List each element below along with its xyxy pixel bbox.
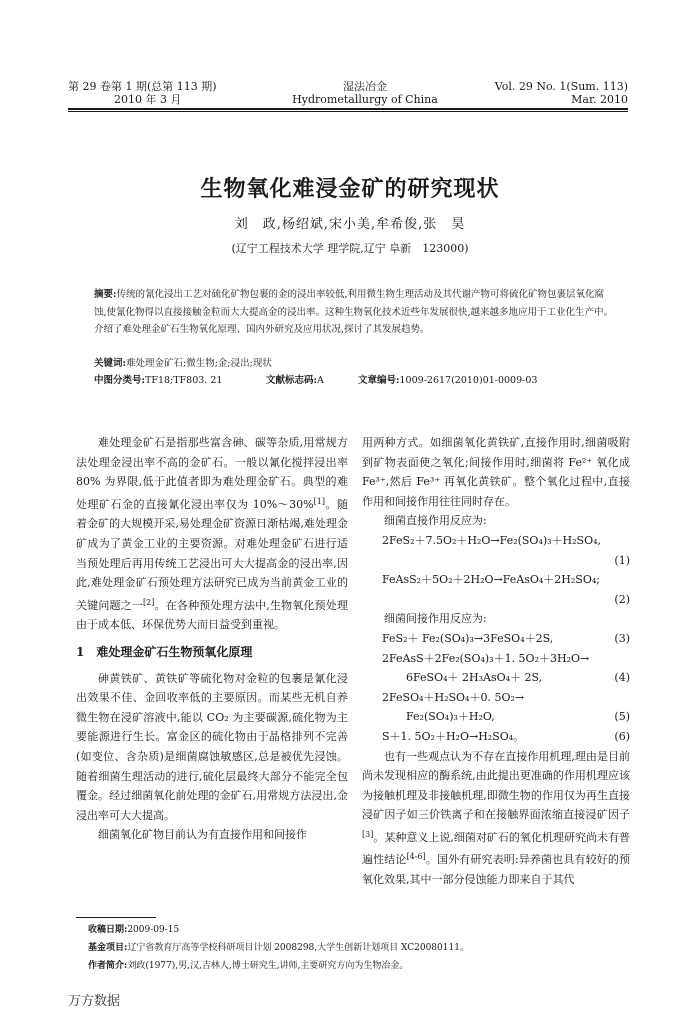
reaction-label: 细菌间接作用反应为:: [384, 612, 487, 626]
paragraph-text: 。随着金矿的大规模开采,易处理金矿资源日渐枯竭,难处理金矿成为了黄金工业的主要资源。对难处理金矿石进行适当预处理后再用传统工艺浸出可大大提高金的浸出率,因此,难处理金矿石预处理方法研究已成为当前黄金工业的关键问题之一: [76, 497, 348, 612]
reaction-label: 细菌直接作用反应为:: [384, 514, 487, 528]
paper-title: 生物氧化难浸金矿的研究现状: [200, 176, 500, 202]
equation-1: [362, 531, 630, 551]
footnote-text: 2009-09-15: [127, 925, 180, 935]
equation-number: (3): [614, 631, 630, 645]
equation-5: [362, 688, 630, 708]
doc-code: A: [317, 375, 324, 386]
paragraph: 细菌氧化矿物目前认为有直接作用和间接作: [98, 828, 307, 842]
footnote-label: 收稿日期:: [88, 925, 128, 935]
keywords-label: 关键词:: [94, 358, 127, 369]
footnote-rule: [76, 917, 156, 918]
equation-5-cont: [362, 707, 630, 727]
journal-issue-info-en: [495, 80, 628, 106]
journal-name-cn: 湿法冶金: [343, 80, 387, 93]
equation-2: [362, 570, 630, 590]
citation: [4-6]: [406, 852, 426, 862]
paragraph-text: 。在各种预处理方法中,生物氧化预处理由于成本低、环保优势大而日益受到重视。: [76, 598, 349, 632]
abstract: [94, 286, 614, 339]
abstract-text: 传统的氰化浸出工艺对硫化矿物包裹的金的浸出率较低,利用微生物生理活动及其代谢产物可将硫化矿物包裹层氧化腐蚀,使氰化物得以直接接触金粒而大大提高金的浸出率。这种生物氧化技术近些年发展很快,越来越多地应用于工业化生产中。介绍了难处理金矿石生物氧化原理、国内外研究及应用状况,探讨了其发展趋势。: [94, 289, 614, 335]
journal-date-en: Mar. 2010: [571, 93, 628, 106]
section-number: 1: [76, 644, 85, 659]
header-rule: [68, 108, 628, 110]
equation-text: Fe₂(SO₄)₃＋H₂O,: [406, 710, 495, 724]
equation-number: (5): [614, 710, 630, 724]
journal-name: [290, 80, 440, 106]
paragraph-text: 。国外有研究表明:异养菌也具有较好的预氧化效果,其中一部分侵蚀能力即来自于其代: [362, 853, 630, 887]
journal-volume: 第 29 卷第 1 期(总第 113 期): [68, 80, 217, 93]
equation-text: FeAsS₂＋5O₂＋2H₂O→FeAsO₄＋2H₂SO₄;: [382, 573, 600, 587]
equation-number: (6): [614, 729, 630, 743]
paragraph: [76, 433, 348, 635]
equation-text: FeS₂＋ Fe₂(SO₄)₃→3FeSO₄＋2S,: [382, 631, 554, 645]
equation-number: (1): [614, 553, 630, 567]
section-title: 难处理金矿石生物预氧化原理: [96, 644, 253, 659]
paragraph: 用两种方式。如细菌氧化黄铁矿,直接作用时,细菌吸附到矿物表面使之氧化;间接作用时,细菌将 Fe²⁺ 氧化成 Fe³⁺,然后 Fe³⁺ 再氧化黄铁矿。整个氧化过程中,直接作用和间接作用往往同时存在。: [362, 436, 630, 508]
abstract-label: 摘要:: [94, 289, 117, 300]
footnote-fund: [88, 939, 648, 957]
classification-line: [94, 373, 634, 389]
journal-issue-info: [68, 80, 217, 106]
equation-text: S＋1. 5O₂＋H₂O→H₂SO₄。: [382, 729, 525, 743]
equation-4: [362, 649, 630, 669]
equation-4-cont: [362, 668, 630, 688]
clc-code: TF18;TF803. 21: [145, 375, 223, 386]
equation-3: [362, 629, 630, 649]
footnote-text: 刘政(1977),男,汉,吉林人,博士研究生,讲师,主要研究方向为生物冶金。: [127, 961, 409, 971]
equation-number: (2): [614, 592, 630, 606]
paragraph: 砷黄铁矿、黄铁矿等硫化物对金粒的包裹是氰化浸出效果不佳、金回收率低的主要原因。而某些无机自养微生物在浸矿溶液中,能以 CO₂ 为主要碳源,硫化物为主要能源进行生长。富金区的硫化物由于晶格排列不完善(如变位、含杂质)是细菌腐蚀敏感区,总是被优先浸蚀。随着细菌生理活动的进行,硫化层最终大部分不能完全包覆金。经过细菌氧化前处理的金矿石,用常规方法浸出,金浸出率可大大提高。: [76, 671, 348, 822]
journal-name-en: Hydrometallurgy of China: [292, 93, 438, 106]
footnote-received: [88, 921, 648, 939]
doc-code-label: 文献标志码:: [266, 375, 318, 386]
article-number-label: 文章编号:: [358, 375, 400, 386]
paragraph-text: 。某种意义上说,细菌对矿石的氧化机理研究尚未有普遍性结论: [362, 830, 630, 867]
paragraph-text: 难处理金矿石是指那些富含砷、碳等杂质,用常规方法处理金浸出率不高的金矿石。一般以氰化搅拌浸出率 80% 为界限,低于此值者即为难处理金矿石。典型的难处理矿石金的直接氰化浸出率仅为 10%～30%: [76, 436, 348, 511]
header-rule-thin: [68, 111, 628, 112]
equation-text: 2FeS₂＋7.5O₂＋H₂O→Fe₂(SO₄)₃＋H₂SO₄,: [382, 533, 602, 547]
equation-text: 6FeSO₄＋ 2H₃AsO₄＋ 2S,: [406, 671, 543, 685]
equation-text: 2FeSO₄＋H₂SO₄＋0. 5O₂→: [382, 690, 525, 704]
paper-authors: 刘 政,杨绍斌,宋小美,牟希俊,张 昊: [234, 217, 466, 232]
keywords-text: 难处理金矿石;微生物;金;浸出;现状: [126, 358, 272, 369]
citation: [1]: [313, 496, 325, 506]
footnote-label: 作者简介:: [88, 961, 128, 971]
watermark: 万方数据: [68, 994, 121, 1009]
equation-text: 2FeAsS＋2Fe₂(SO₄)₃＋1. 5O₂＋3H₂O→: [382, 651, 590, 665]
paragraph-text: 也有一些观点认为不存在直接作用机理,理由是目前尚未发现相应的酶系统,由此提出更准确的作用机理应该为接触机理及非接触机理,即微生物的作用仅为再生直接浸矿因子如三价铁离子和在接触界面浓缩直接浸矿因子: [362, 749, 630, 822]
paper-affiliation: (辽宁工程技术大学 理学院,辽宁 阜新 123000): [231, 242, 469, 255]
citation: [2]: [143, 597, 155, 607]
footnote-author: [88, 957, 648, 975]
equation-6: [362, 727, 630, 747]
equation-number: (4): [614, 671, 630, 685]
section-heading: [76, 643, 348, 663]
footnote-label: 基金项目:: [88, 943, 128, 953]
footnote-text: 辽宁省教育厅高等学校科研项目计划 2008298,大学生创新计划项目 XC20080111。: [127, 943, 469, 953]
journal-volume-en: Vol. 29 No. 1(Sum. 113): [494, 80, 628, 93]
journal-date: 2010 年 3 月: [114, 93, 182, 106]
citation: [3]: [362, 829, 374, 839]
article-number: 1009-2617(2010)01-0009-03: [399, 375, 538, 386]
body-left-column: [76, 433, 348, 845]
clc-label: 中图分类号:: [94, 375, 146, 386]
paragraph: [362, 747, 630, 890]
keywords: [94, 356, 614, 372]
body-right-column: [362, 433, 630, 890]
